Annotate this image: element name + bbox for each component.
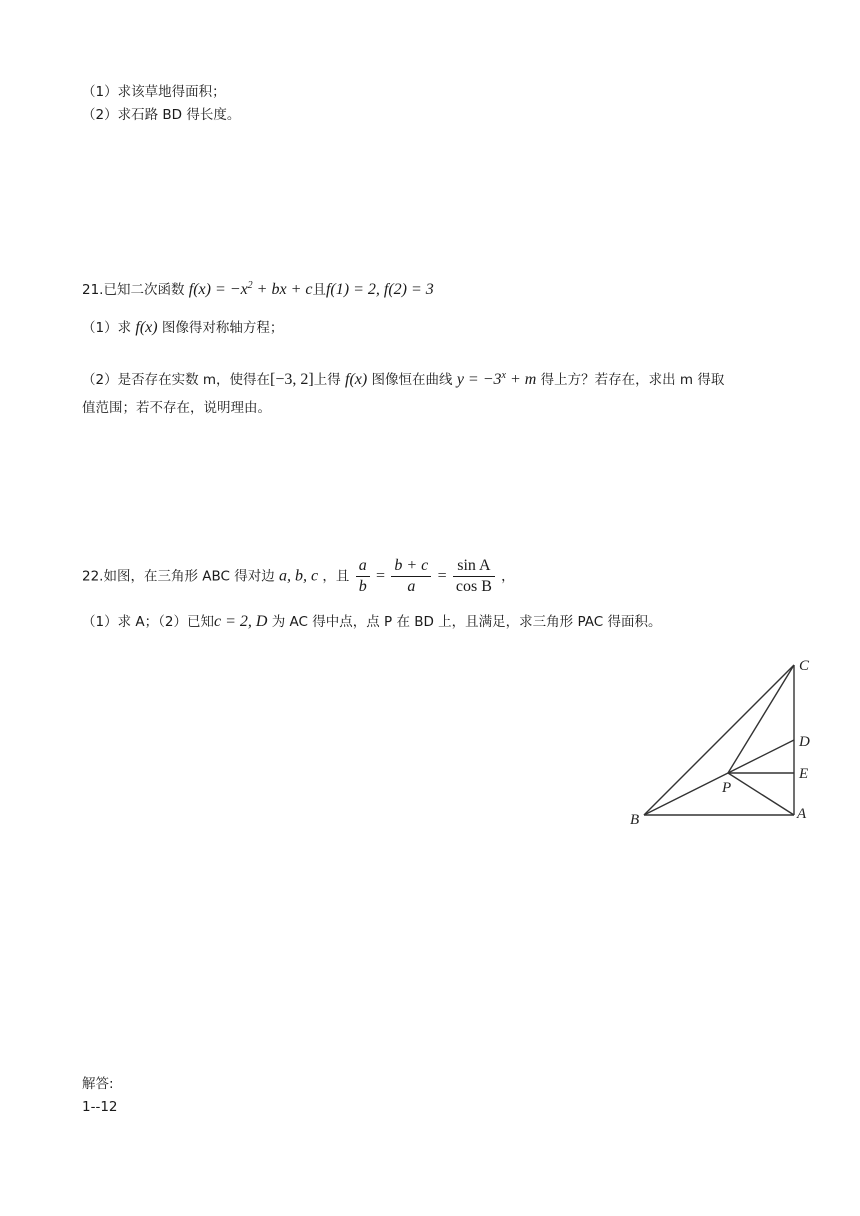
q21-stem (82, 276, 434, 300)
q22-stem: 22.如图，在三角形 ABC 得对边 a, b, c ，且 $\frac{a}{b}$ = $\frac{b + c}{a}$ = $\frac{\text{sin A}}{\text{cos B}}$ ， (82, 557, 515, 595)
q22-given: c = 2, D (213, 613, 268, 630)
label-B: B (630, 812, 640, 828)
q21-prefix: 21.已知二次函数 (82, 282, 189, 298)
q21-part1: （1）求 f(x) 图像得对称轴方程； (82, 319, 284, 336)
q21-condition: f(1) = 2, f(2) = 3 (325, 281, 434, 298)
label-C: C (799, 658, 810, 674)
q22-sides: a, b, c (279, 567, 319, 585)
q21-condition-word: 且 (312, 282, 326, 298)
segment-PA (728, 773, 794, 815)
answers-heading: 解答: (82, 1076, 114, 1092)
label-P: P (722, 780, 732, 796)
label-D: D (799, 734, 810, 750)
q21-curve: $y = -3^x + m$ (456, 370, 537, 388)
q21-formula: $f(x) = -x^2$ + bx + c (188, 280, 313, 298)
q21-part1-fx: f(x) (135, 319, 158, 336)
label-E: E (799, 766, 809, 782)
q20-part2: （2）求石路 BD 得长度。 (82, 107, 241, 123)
q21-part2: （2）是否存在实数 m，使得在[−3, 2]上得 f(x) 图像恒在曲线 $y = -3^x + m$ 得上方？若存在，求出 m 得取 (82, 370, 725, 388)
q22-fraction-a-over-b: $\frac{a}{b}$ (356, 556, 370, 597)
q22-fraction-sinA-over-cosB: $\frac{\text{sin A}}{\text{cos B}}$ (453, 556, 495, 597)
q21-part2-line2: 值范围；若不存在，说明理由。 (82, 400, 271, 416)
q20-part1: （1）求该草地得面积； (82, 84, 226, 100)
triangle-figure (622, 650, 822, 830)
q22-parts: （1）求 A；（2）已知c = 2, D 为 AC 得中点，点 P 在 BD 上，且满足，求三角形 PAC 得面积。 (82, 613, 662, 630)
answers-range: 1--12 (82, 1099, 118, 1115)
q21-interval: [−3, 2] (270, 371, 314, 388)
q21-part2-fx: f(x) (345, 371, 368, 388)
label-A: A (797, 806, 807, 822)
segment-BD (644, 740, 794, 815)
segment-BC (644, 665, 794, 815)
q22-fraction-bc-over-a: $\frac{b + c}{a}$ (391, 556, 431, 597)
